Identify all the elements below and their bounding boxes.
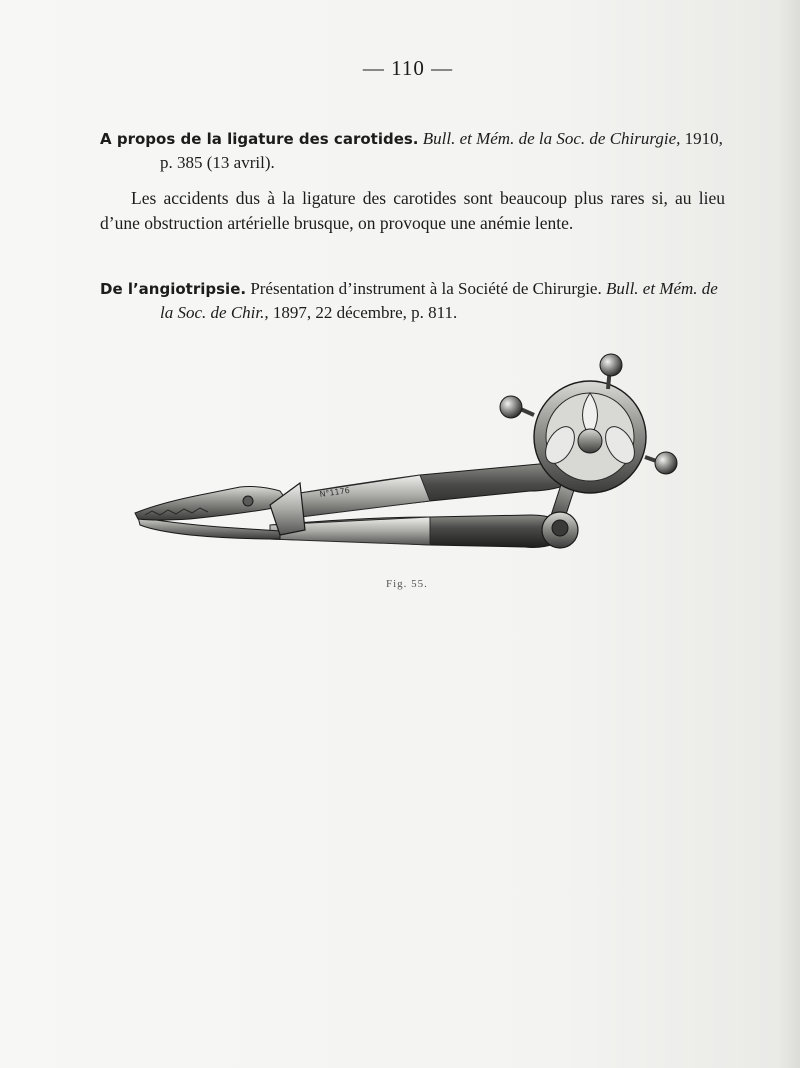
entry-reference-details: 1910, p. 385 xyxy=(160,129,723,172)
angiotribe-instrument-illustration xyxy=(130,345,690,570)
entry-reference-details: 1897, 22 décembre, p. 811. xyxy=(268,303,458,322)
page-number: — 110 — xyxy=(362,56,454,80)
entry-reference-journal: Bull. et Mém. de la Soc. de Chirurgie, xyxy=(422,129,681,148)
page-edge-shadow xyxy=(778,0,800,1068)
figure-caption: Fig. 55. xyxy=(386,578,428,590)
engraved-mark: N°1176 xyxy=(319,485,351,499)
entry-title: A propos de la ligature des carotides. xyxy=(100,130,419,148)
entry-reference-journal: Bull. et Mém. de la Soc. de Chir., xyxy=(160,279,718,322)
entry-title: De l’angiotripsie. xyxy=(100,280,247,298)
bibliography-entry xyxy=(100,277,725,324)
entry-description: Présentation d’instrument à la Société de Chirurgie. xyxy=(246,279,606,298)
bibliography-entry xyxy=(100,127,725,174)
entry-summary: Les accidents dus à la ligature des carotides sont beaucoup plus rares si, au lieu d’une obstruction artérielle brusque, on provoque une anémie lente. xyxy=(100,188,725,233)
entry-reference-date: (13 avril). xyxy=(206,153,275,172)
